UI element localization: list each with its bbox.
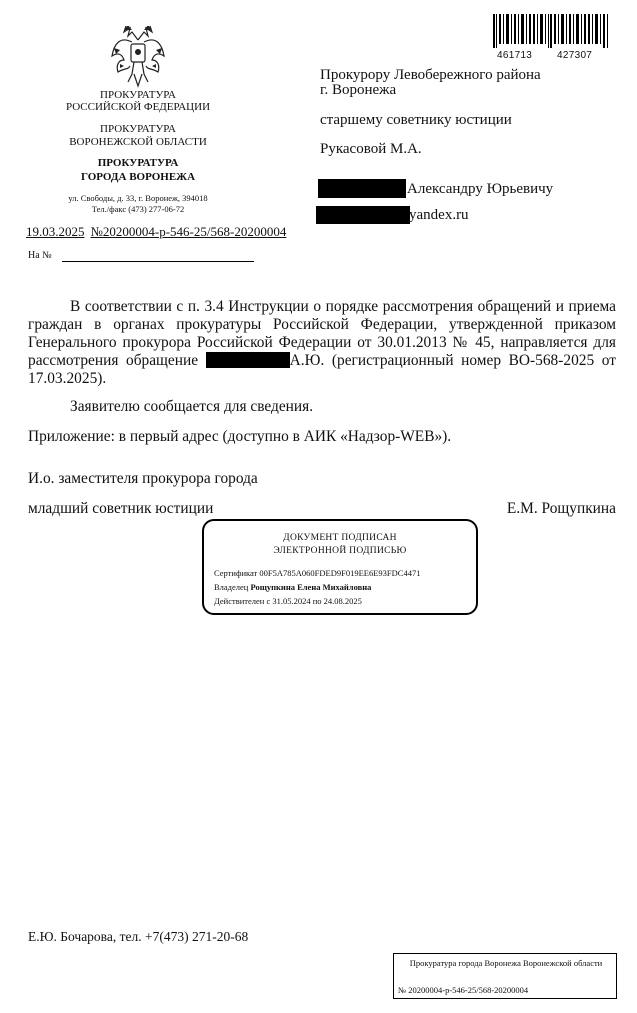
stamp-validity-value: с 31.05.2024 по 24.08.2025: [266, 596, 362, 606]
signature-position-2: младший советник юстиции: [28, 500, 214, 517]
body-paragraph-1-end: А.Ю. (регистрационный номер ВО-568-2025 от 17.03.2025).: [28, 352, 616, 387]
header-line-3: ПРОКУРАТУРА: [100, 123, 176, 135]
body-paragraph-1: [28, 298, 616, 388]
stamp-owner: [214, 582, 371, 592]
redaction-email: [316, 206, 410, 224]
header-phone: Тел./факс (473) 277-06-72: [91, 204, 185, 214]
body-paragraph-2: Заявителю сообщается для сведения.: [70, 398, 314, 415]
na-rule: [62, 261, 254, 262]
addressee-line-5: Александру Юрьевичу: [407, 181, 554, 197]
stamp-validity: [214, 596, 362, 606]
addressee-line-1: Прокурору Левобережного района: [320, 67, 541, 83]
footer-box-title: Прокуратура города Воронежа Воронежской области: [409, 958, 603, 968]
footer-registration-box: [393, 953, 617, 999]
executor-info: Е.Ю. Бочарова, тел. +7(473) 271-20-68: [28, 929, 249, 944]
stamp-title-2: ЭЛЕКТРОННОЙ ПОДПИСЬЮ: [273, 546, 407, 556]
header-address: ул. Свободы, д. 33, г. Воронеж, 394018: [68, 193, 208, 203]
body-paragraph-1-start: В соответствии с п. 3.4 Инструкции о порядке рассмотрения обращений и приема граждан в органах прокуратуры Российской Федерации, утвержденной приказом Генерального прокурора Российской Федерации от 30.01.2013 № 45, направляется для рассмотрения обращение: [28, 298, 616, 369]
barcode-number-left: 461713: [497, 50, 533, 61]
registration-line: [26, 224, 286, 240]
redaction-surname: [318, 179, 406, 198]
header-line-4: ВОРОНЕЖСКОЙ ОБЛАСТИ: [69, 136, 207, 148]
addressee-line-3: старшему советнику юстиции: [320, 112, 512, 128]
header-line-6: ГОРОДА ВОРОНЕЖА: [80, 171, 196, 183]
addressee-line-2: г. Воронежа: [320, 82, 397, 98]
stamp-certificate-label: Сертификат: [214, 568, 258, 578]
double-headed-eagle-emblem: [110, 26, 166, 88]
stamp-owner-value: Рощупкина Елена Михайловна: [250, 582, 372, 592]
na-label: На №: [28, 250, 52, 261]
header-line-2: РОССИЙСКОЙ ФЕДЕРАЦИИ: [65, 101, 211, 113]
barcode-number-right: 427307: [557, 50, 593, 61]
barcode-bars: [493, 14, 609, 48]
signature-name: Е.М. Рощупкина: [506, 500, 616, 517]
stamp-title-1: ДОКУМЕНТ ПОДПИСАН: [283, 533, 397, 543]
registration-number: №20200004-р-546-25/568-20200004: [90, 224, 287, 239]
header-line-5: ПРОКУРАТУРА: [97, 157, 179, 169]
addressee-line-4: Рукасовой М.А.: [320, 141, 422, 157]
stamp-validity-label: Действителен: [214, 596, 265, 606]
redaction-applicant: [206, 352, 290, 368]
registration-date: 19.03.2025: [26, 224, 85, 239]
signature-position-1: И.о. заместителя прокурора города: [28, 470, 258, 487]
footer-box-number: № 20200004-р-546-25/568-20200004: [398, 985, 529, 995]
addressee-line-6: yandex.ru: [409, 207, 469, 223]
stamp-owner-label: Владелец: [214, 582, 249, 592]
electronic-signature-stamp: [202, 519, 478, 615]
header-line-1: ПРОКУРАТУРА: [100, 89, 176, 101]
barcode: [493, 14, 609, 61]
stamp-certificate-value: 00F5A785A060FDED9F019EE6E93FDC4471: [259, 568, 421, 578]
stamp-certificate: [214, 568, 420, 578]
attachment-text: Приложение: в первый адрес (доступно в АИК «Надзор-WEB»).: [28, 428, 452, 445]
